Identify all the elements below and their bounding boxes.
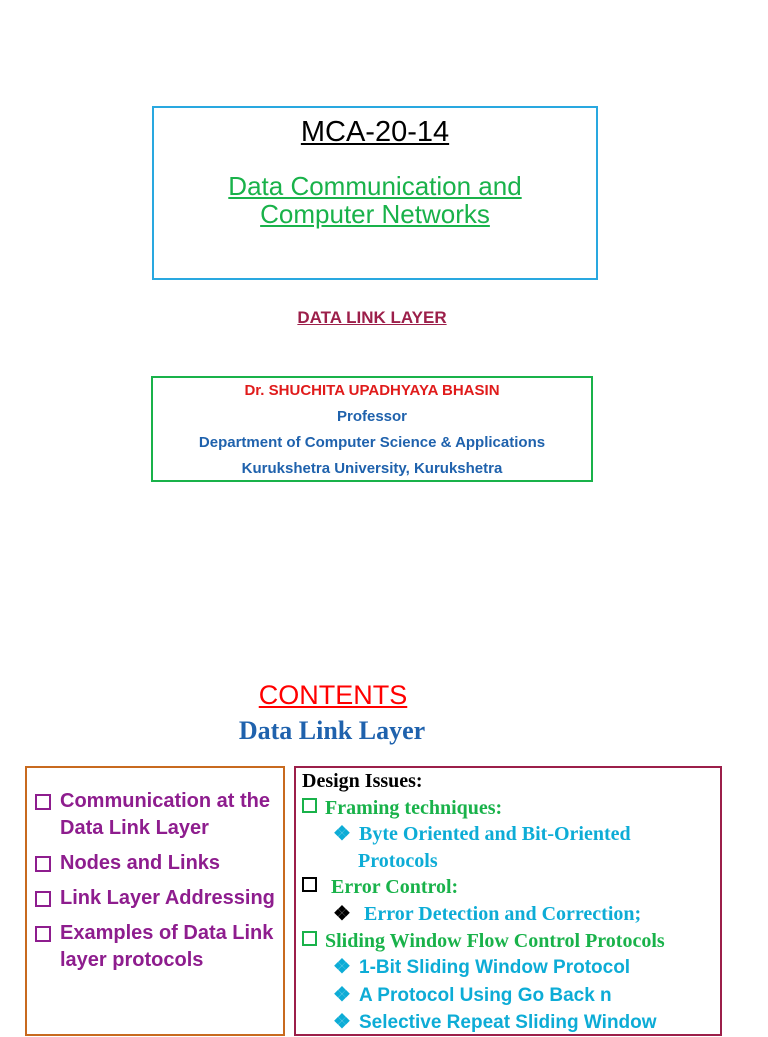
- author-university: Kurukshetra University, Kurukshetra: [241, 460, 503, 477]
- checkbox-square-icon: [35, 856, 51, 872]
- checkbox-square-icon: [302, 931, 317, 946]
- list-item: [300, 982, 720, 1010]
- list-item: [33, 788, 283, 842]
- framing-label: Framing techniques:: [325, 796, 503, 819]
- diamond-bullet-icon: ❖: [333, 823, 351, 846]
- checkbox-square-icon: [302, 798, 317, 813]
- error-control-label: Error Control:: [331, 876, 459, 899]
- list-item: [300, 928, 720, 955]
- list-item: [300, 795, 720, 822]
- author-department: Department of Computer Science & Applications: [198, 434, 546, 451]
- topics-list: [33, 788, 283, 982]
- design-issues-title: Design Issues:: [302, 770, 423, 792]
- design-issues-list: [300, 768, 720, 1037]
- sliding-sub-label: 1-Bit Sliding Window Protocol: [359, 957, 631, 979]
- course-name-line-2: Computer Networks: [260, 199, 490, 229]
- framing-sub-label: Byte Oriented and Bit-Oriented: [359, 823, 631, 846]
- checkbox-square-icon: [35, 926, 51, 942]
- section-title: DATA LINK LAYER: [297, 308, 447, 327]
- sliding-window-label: Sliding Window Flow Control Protocols: [325, 929, 665, 952]
- checkbox-square-icon: [35, 891, 51, 907]
- checkbox-square-icon: [302, 877, 317, 892]
- diamond-bullet-icon: ❖: [333, 902, 351, 925]
- course-code: MCA-20-14: [300, 116, 450, 148]
- list-item: [33, 920, 283, 974]
- list-item-label: Link Layer Addressing: [60, 887, 275, 909]
- list-item: [33, 850, 283, 877]
- list-item: [300, 901, 720, 928]
- diamond-bullet-icon: ❖: [333, 956, 351, 979]
- list-item-label: Communication at the Data Link Layer: [60, 790, 271, 839]
- course-name-line-1: Data Communication and: [228, 171, 522, 201]
- contents-subheading: Data Link Layer: [238, 716, 426, 745]
- course-name: [152, 172, 598, 228]
- sliding-sub-label: A Protocol Using Go Back n: [359, 984, 612, 1006]
- list-item-label: Nodes and Links: [60, 852, 221, 874]
- list-item: [33, 885, 283, 912]
- author-box: [151, 376, 593, 482]
- checkbox-square-icon: [35, 794, 51, 810]
- list-item: [300, 954, 720, 982]
- diamond-bullet-icon: ❖: [333, 983, 351, 1006]
- list-item: [300, 1009, 720, 1037]
- list-item: [300, 821, 720, 848]
- framing-sub-label-continued: Protocols: [358, 849, 438, 872]
- error-sub-label: Error Detection and Correction;: [364, 902, 642, 925]
- diamond-bullet-icon: ❖: [333, 1011, 351, 1034]
- author-name: Dr. SHUCHITA UPADHYAYA BHASIN: [244, 382, 500, 399]
- list-item: [300, 874, 720, 901]
- sliding-sub-label: Selective Repeat Sliding Window: [359, 1012, 657, 1034]
- contents-heading: CONTENTS: [258, 680, 408, 710]
- list-item-label: Examples of Data Link layer protocols: [60, 922, 274, 971]
- author-title: Professor: [336, 408, 408, 425]
